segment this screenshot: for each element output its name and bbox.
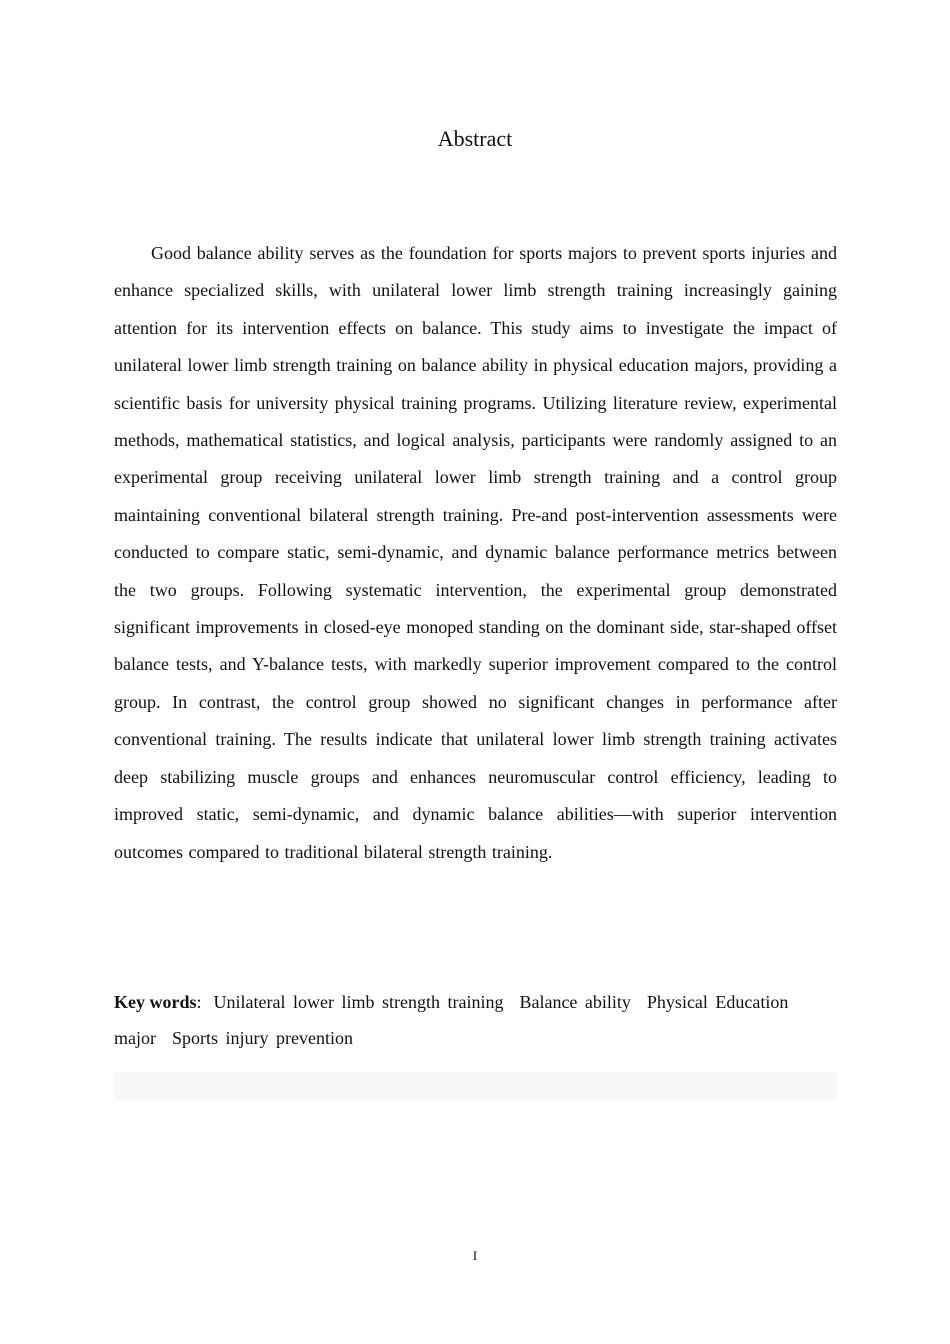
keywords-label: Key words: [114, 992, 197, 1012]
abstract-body: Good balance ability serves as the foundation for sports majors to prevent sports injuries and enhance specialized skills, with unilateral lower limb strength training increasingly gaining attention for its intervention effects on balance. This study aims to investigate the impact of unilateral lower limb strength training on balance ability in physical education majors, providing a scientific basis for university physical training programs. Utilizing literature review, experimental methods, mathematical statistics, and logical analysis, participants were randomly assigned to an experimental group receiving unilateral lower limb strength training and a control group maintaining conventional bilateral strength training. Pre-and post-intervention assessments were conducted to compare static, semi-dynamic, and dynamic balance performance metrics between the two groups. Following systematic intervention, the experimental group demonstrated significant improvements in closed-eye monoped standing on the dominant side, star-shaped offset balance tests, and Y-balance tests, with markedly superior improvement compared to the control group. In contrast, the control group showed no significant changes in performance after conventional training. The results indicate that unilateral lower limb strength training activates deep stabilizing muscle groups and enhances neuromuscular control efficiency, leading to improved static, semi-dynamic, and dynamic balance abilities—with superior intervention outcomes compared to traditional bilateral strength training.: [114, 243, 837, 862]
abstract-title: Abstract: [437, 126, 513, 151]
shaded-band: [114, 1072, 837, 1100]
keywords-colon: :: [196, 992, 202, 1012]
keyword-item: Physical Education major: [114, 992, 789, 1048]
keyword-item: Balance ability: [519, 992, 631, 1012]
keyword-item: Sports injury prevention: [172, 1028, 353, 1048]
keyword-item: Unilateral lower limb strength training: [213, 992, 504, 1012]
page-number: I: [472, 1248, 478, 1263]
keywords-section: [114, 984, 837, 1056]
